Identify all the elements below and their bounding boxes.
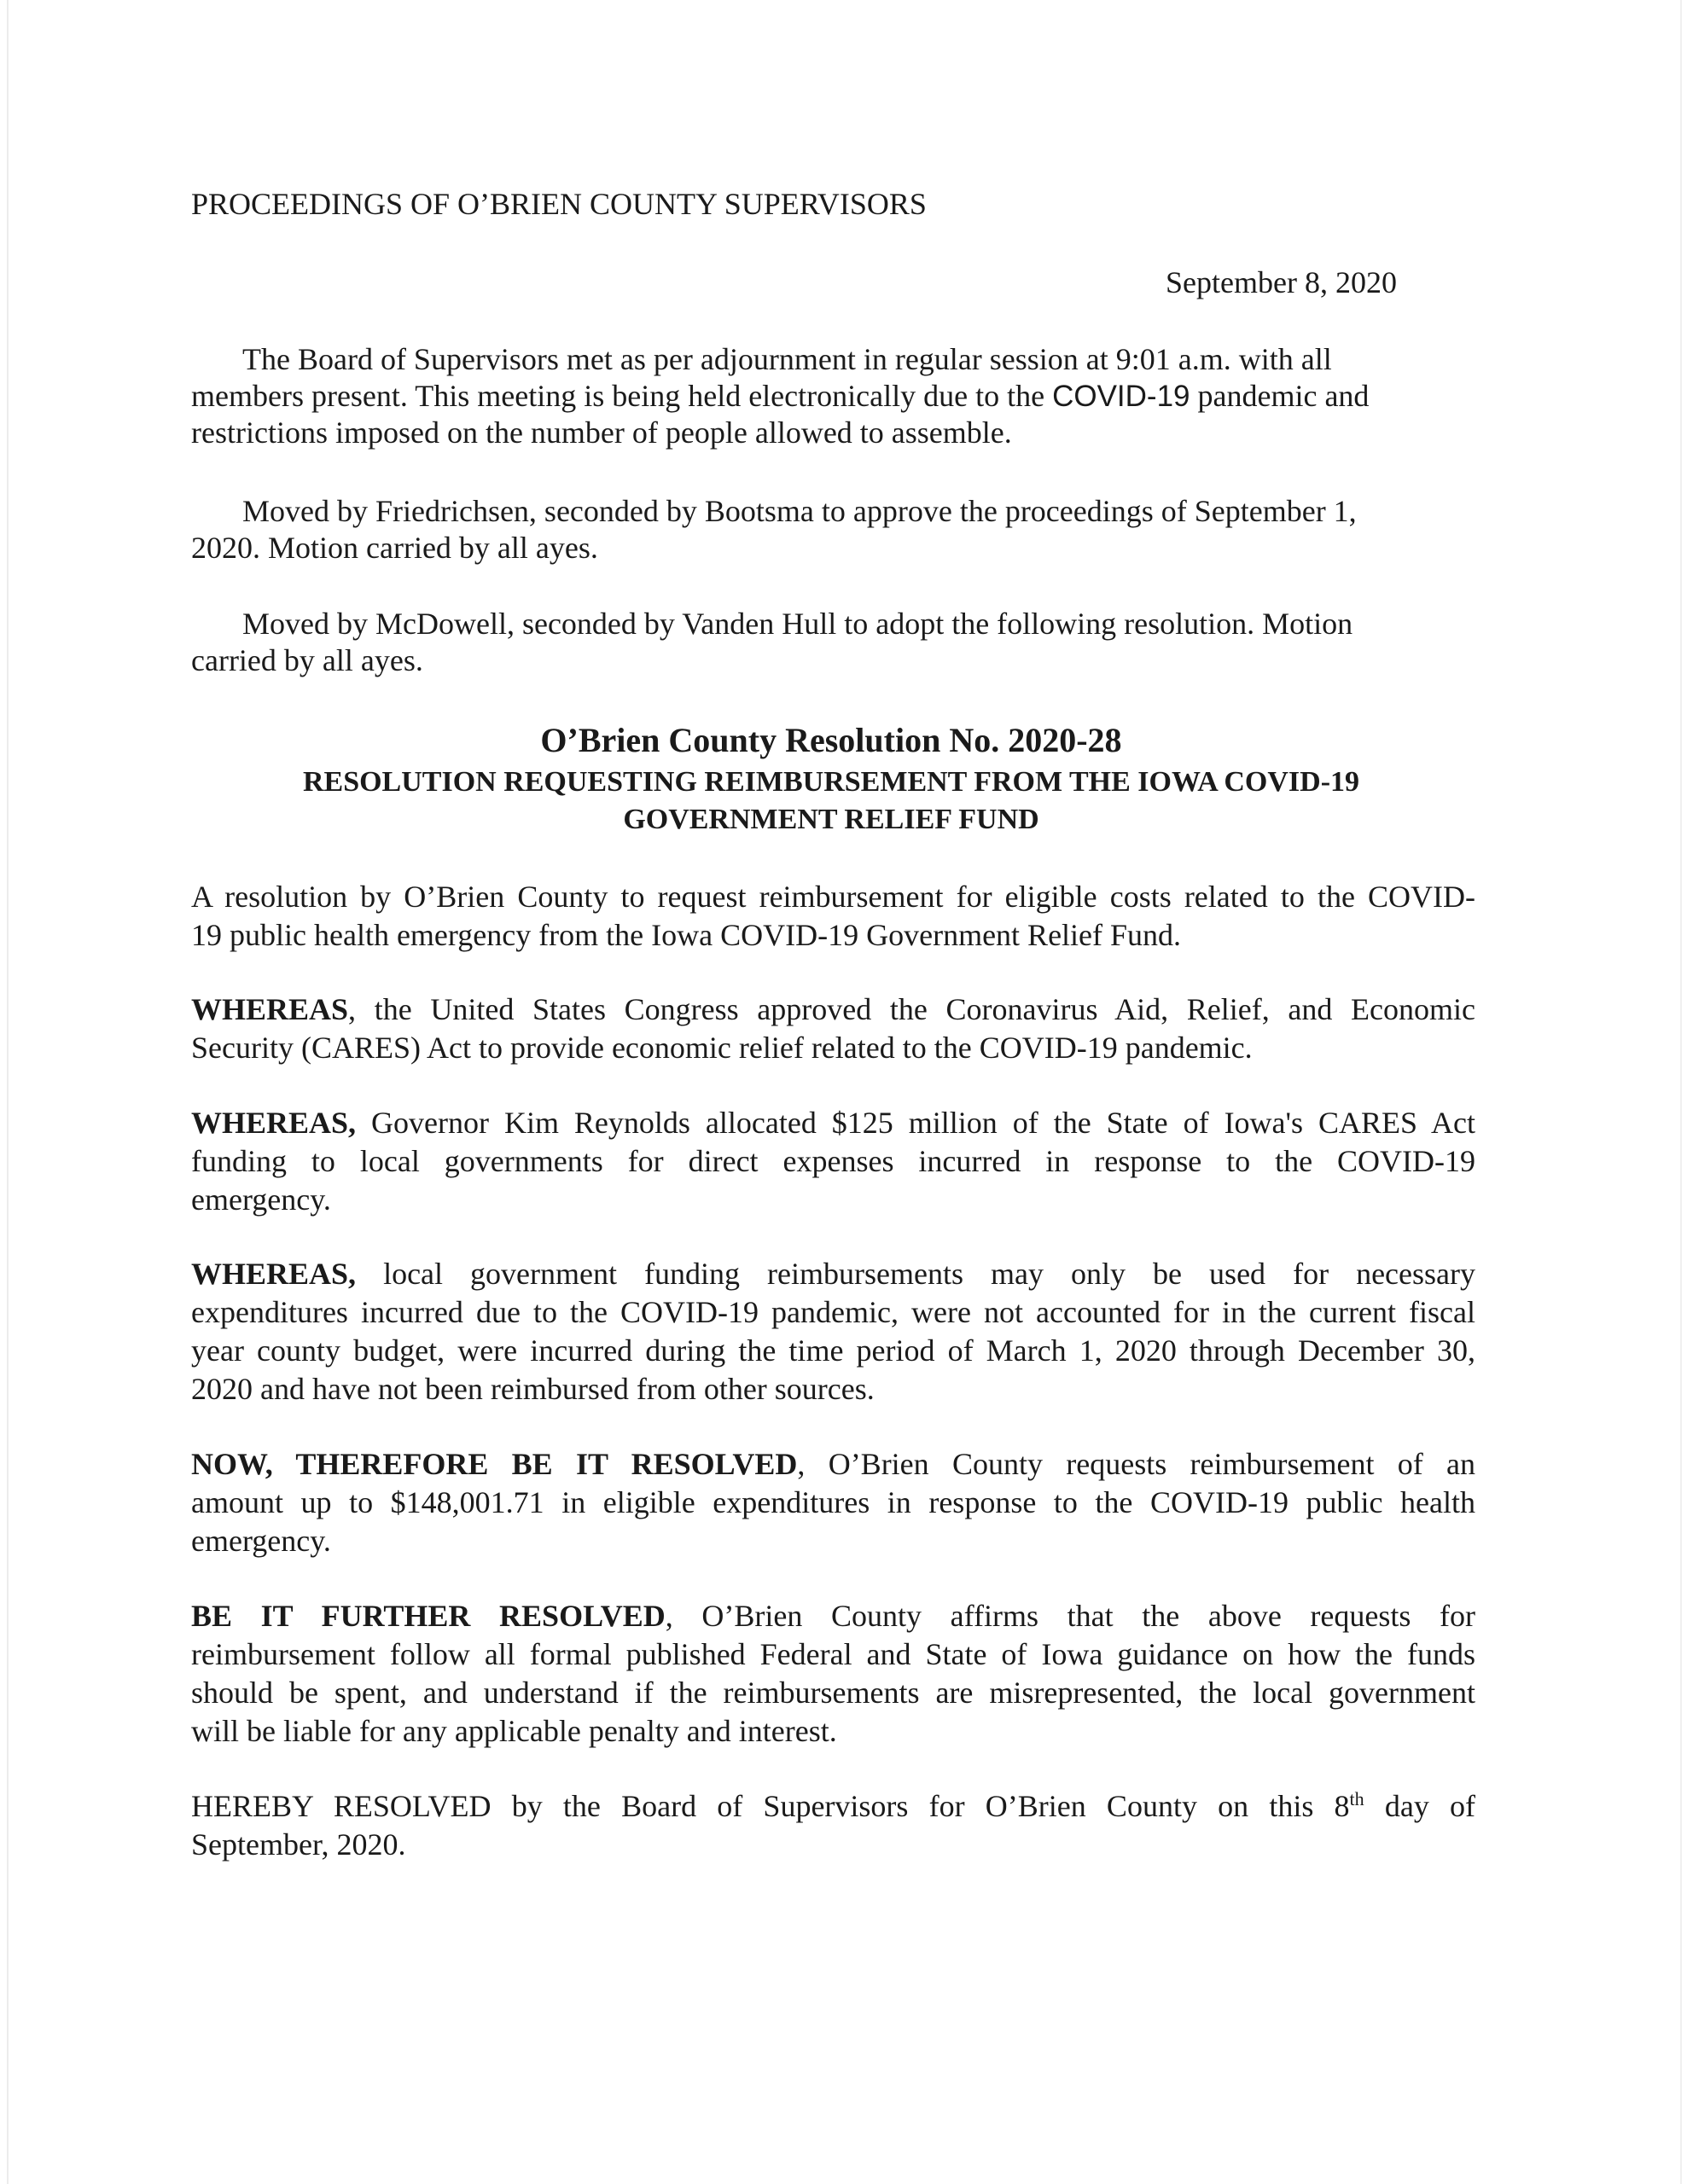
covid-term: COVID-19: [1052, 380, 1190, 413]
whereas1-text: , the United States Congress approved the Coronavirus Aid, Relief, and Economic: [348, 992, 1475, 1026]
further-text: , O’Brien County affirms that the above requests for: [665, 1599, 1476, 1633]
whereas3-line-3: year county budget, were incurred during the time period of March 1, 2020 through December 30,: [191, 1333, 1475, 1368]
hereby-text: HEREBY RESOLVED by the Board of Supervisors for O’Brien County on this 8: [191, 1789, 1350, 1823]
ordinal-suffix: th: [1349, 1788, 1364, 1809]
resolution-subtitle-line-2: GOVERNMENT RELIEF FUND: [623, 804, 1039, 835]
motion2-line-1: Moved by McDowell, seconded by Vanden Hull to adopt the following resolution. Motion: [242, 607, 1353, 641]
further-line-4: will be liable for any applicable penalty and interest.: [191, 1714, 837, 1748]
opening-text: members present. This meeting is being held electronically due to the: [191, 379, 1045, 413]
further-line-2: reimbursement follow all formal published Federal and State of Iowa guidance on how the funds: [191, 1637, 1475, 1671]
whereas2-text: Governor Kim Reynolds allocated $125 million of the State of Iowa's CARES Act: [356, 1106, 1475, 1140]
resolved-line-1: [191, 1446, 1475, 1483]
resolved-lead: NOW, THEREFORE BE IT RESOLVED: [191, 1447, 798, 1481]
hereby-text-end: day of: [1364, 1789, 1475, 1823]
hereby-line-2: September, 2020.: [191, 1827, 406, 1862]
resolved-text: , O’Brien County requests reimbursement of an: [797, 1447, 1476, 1481]
motion1-line-2: 2020. Motion carried by all ayes.: [191, 531, 598, 565]
intro-line-1: A resolution by O’Brien County to request reimbursement for eligible costs related to the COVID-: [191, 880, 1475, 914]
opening-line-1: The Board of Supervisors met as per adjournment in regular session at 9:01 a.m. with all: [242, 342, 1332, 376]
whereas3-line-4: 2020 and have not been reimbursed from other sources.: [191, 1372, 875, 1406]
opening-line-2: [191, 378, 1475, 415]
intro-line-2: 19 public health emergency from the Iowa COVID-19 Government Relief Fund.: [191, 918, 1182, 952]
whereas1-line-2: Security (CARES) Act to provide economic relief related to the COVID-19 pandemic.: [191, 1031, 1253, 1065]
document-title: PROCEEDINGS OF O’BRIEN COUNTY SUPERVISORS: [191, 187, 927, 221]
scan-edge-left: [7, 0, 9, 2184]
further-line-3: should be spent, and understand if the reimbursements are misrepresented, the local government: [191, 1676, 1475, 1710]
further-lead: BE IT FURTHER RESOLVED: [191, 1599, 666, 1633]
opening-line-3: restrictions imposed on the number of people allowed to assemble.: [191, 415, 1012, 450]
whereas3-line-1: [191, 1256, 1475, 1292]
whereas-lead: WHEREAS,: [191, 1257, 357, 1291]
whereas3-text: local government funding reimbursements may only be used for necessary: [356, 1257, 1475, 1291]
whereas2-line-2: funding to local governments for direct expenses incurred in response to the COVID-19: [191, 1144, 1475, 1178]
motion2-line-2: carried by all ayes.: [191, 643, 423, 677]
resolved-line-2: amount up to $148,001.71 in eligible expenditures in response to the COVID-19 public health: [191, 1485, 1475, 1519]
whereas-lead: WHEREAS: [191, 992, 349, 1026]
whereas3-line-2: expenditures incurred due to the COVID-19 pandemic, were not accounted for in the current fiscal: [191, 1295, 1475, 1329]
hereby-line-1: [191, 1788, 1475, 1825]
resolved-line-3: emergency.: [191, 1524, 331, 1558]
meeting-date: September 8, 2020: [1166, 265, 1397, 299]
resolution-subtitle-line-1: RESOLUTION REQUESTING REIMBURSEMENT FROM THE IOWA COVID-19: [302, 766, 1360, 798]
motion1-line-1: Moved by Friedrichsen, seconded by Bootsma to approve the proceedings of September 1,: [242, 494, 1357, 528]
scan-edge-right: [1680, 0, 1682, 2184]
resolution-title: O’Brien County Resolution No. 2020-28: [540, 721, 1122, 759]
whereas2-line-3: emergency.: [191, 1182, 331, 1217]
opening-text-end: pandemic and: [1197, 379, 1370, 413]
whereas1-line-1: [191, 991, 1475, 1028]
whereas2-line-1: [191, 1105, 1475, 1141]
whereas-lead: WHEREAS,: [191, 1106, 357, 1140]
further-line-1: [191, 1598, 1475, 1635]
